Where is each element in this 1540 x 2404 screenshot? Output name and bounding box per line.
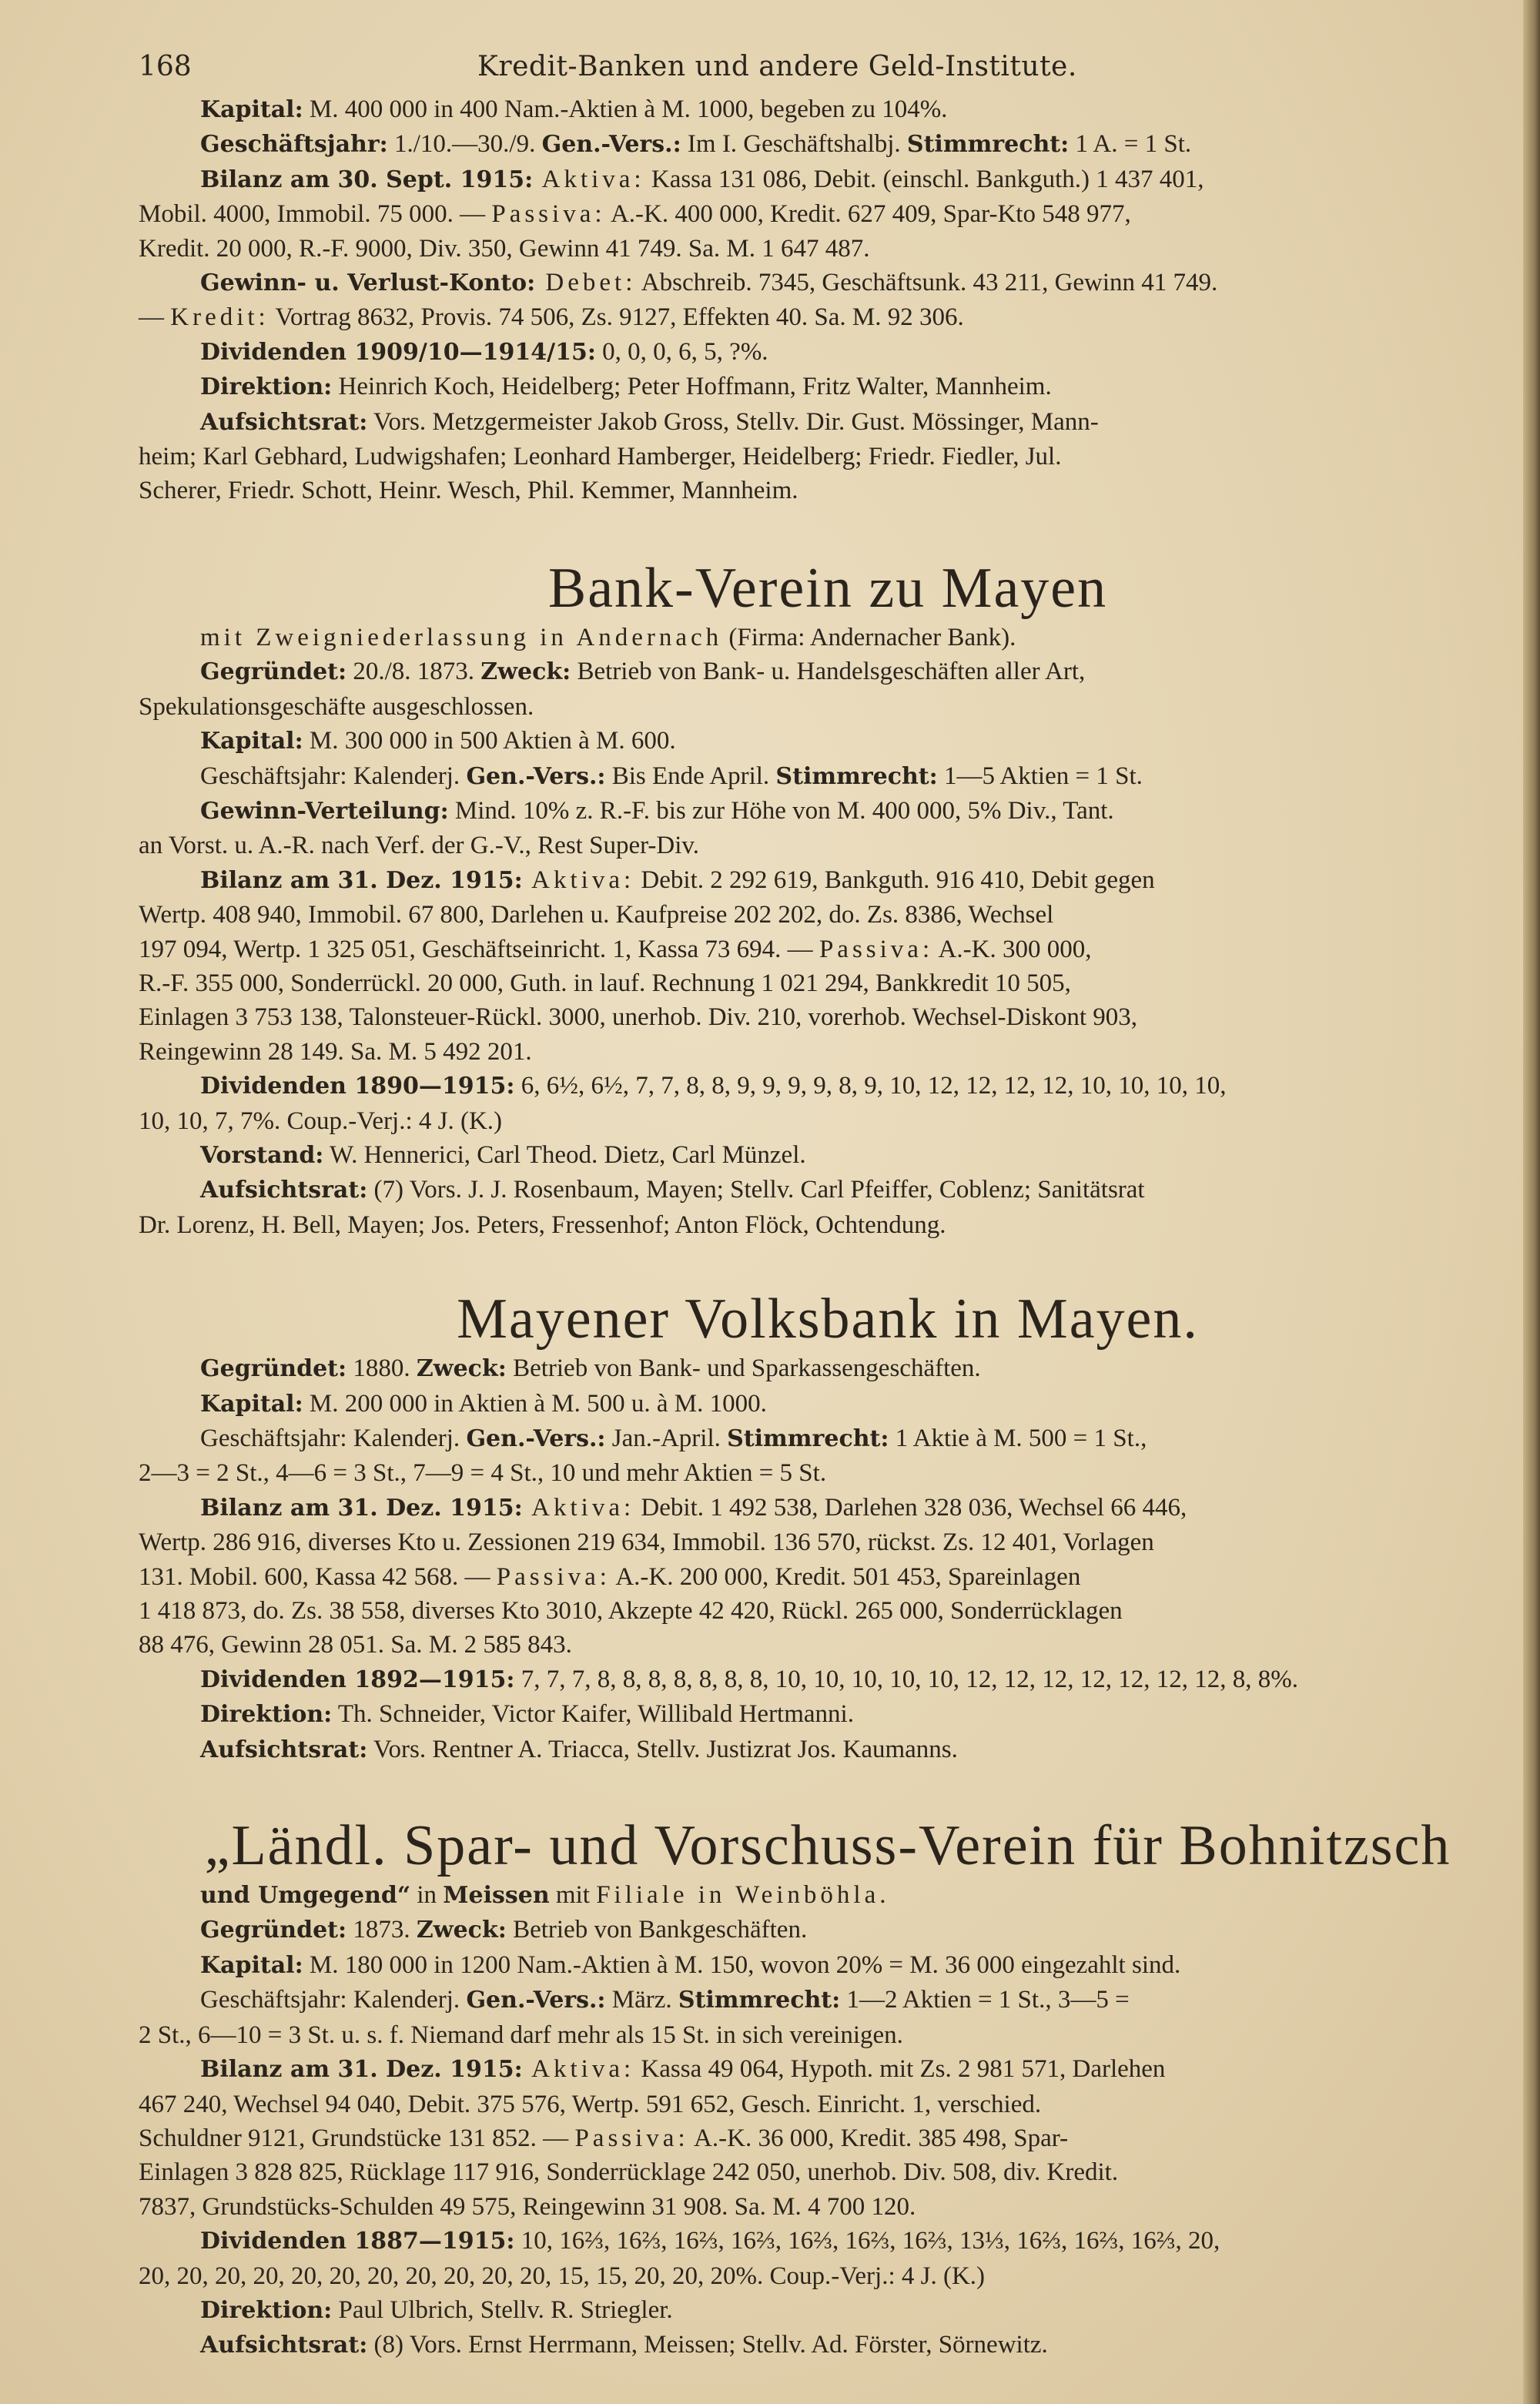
field-value: Jan.-April. xyxy=(605,1425,728,1452)
text-line xyxy=(139,370,1517,404)
spaced-label: Passiva: xyxy=(496,1562,611,1591)
field-value: 20, 20, 20, 20, 20, 20, 20, 20, 20, 20, 20, 15, 15, 20, 20, 20%. Coup.-Verj.: 4 J. (K.) xyxy=(139,2262,986,2290)
text-line xyxy=(139,655,1517,689)
text-line xyxy=(139,127,1517,162)
text-line xyxy=(139,1733,1517,1767)
text-line xyxy=(139,1697,1517,1732)
text-line xyxy=(139,2259,1517,2293)
text-line xyxy=(139,2293,1517,2328)
company-heading: Mayener Volksbank in Mayen. xyxy=(457,1287,1199,1351)
text-line xyxy=(139,829,1517,862)
text-line xyxy=(139,2018,1517,2052)
spaced-label: Aktiva: xyxy=(522,866,635,894)
field-label: Gegründet: xyxy=(200,658,347,686)
field-label: Bilanz am 31. Dez. 1915: xyxy=(200,2056,523,2084)
field-label: Dividenden 1909/10—1914/15: xyxy=(200,338,596,366)
spaced-text: mit Zweigniederlassung in Andernach xyxy=(200,623,723,651)
text-line xyxy=(139,1387,1517,1421)
field-value: 10, 10, 7, 7%. Coup.-Verj.: 4 J. (K.) xyxy=(139,1107,503,1135)
spaced-label: Aktiva: xyxy=(533,165,645,193)
field-value: 1880. xyxy=(346,1354,417,1383)
field-label: Gewinn-Verteilung: xyxy=(200,797,449,825)
text-line xyxy=(139,1351,1517,1386)
field-value: Geschäftsjahr: Kalenderj. xyxy=(200,1425,467,1452)
field-value: Vors. Metzgermeister Jakob Gross, Stellv. Dir. Gust. Mössinger, Mann- xyxy=(367,407,1099,436)
entry-0 xyxy=(139,92,1517,508)
entry-1 xyxy=(139,508,1517,1242)
field-value: (7) Vors. J. J. Rosenbaum, Mayen; Stellv. Carl Pfeiffer, Coblenz; Sanitätsrat xyxy=(367,1176,1145,1204)
spaced-label: Kredit: xyxy=(170,303,270,332)
field-label: Bilanz am 31. Dez. 1915: xyxy=(200,1494,523,1522)
text-line xyxy=(139,162,1517,197)
field-label: Stimmrecht: xyxy=(906,131,1070,159)
field-value: Dr. Lorenz, H. Bell, Mayen; Jos. Peters, Fressenhof; Anton Flöck, Ochtendung. xyxy=(139,1210,946,1239)
field-value: 1 A. = 1 St. xyxy=(1069,130,1192,159)
field-label: Gegründet: xyxy=(200,1917,347,1944)
field-label: Dividenden 1887—1915: xyxy=(200,2228,515,2255)
field-value: März. xyxy=(605,1986,678,2014)
field-value: Paul Ulbrich, Stellv. R. Striegler. xyxy=(332,2295,673,2324)
field-value: Bis Ende April. xyxy=(605,762,776,790)
company-heading: Bank-Verein zu Mayen xyxy=(547,556,1108,620)
field-label: Aufsichtsrat: xyxy=(200,1736,368,1763)
text-line xyxy=(139,1421,1517,1456)
field-value: Geschäftsjahr: Kalenderj. xyxy=(200,1986,467,2014)
field-label: Bilanz am 31. Dez. 1915: xyxy=(200,866,523,894)
field-value: Mind. 10% z. R.-F. bis zur Höhe von M. 400 000, 5% Div., Tant. xyxy=(448,796,1114,825)
field-value: Vortrag 8632, Provis. 74 506, Zs. 9127, Effekten 40. Sa. M. 92 306. xyxy=(269,303,964,332)
company-heading: „Ländl. Spar- und Vorschuss-Verein für Bohnitzsch xyxy=(204,1814,1451,1878)
field-value: 2 St., 6—10 = 3 St. u. s. f. Niemand darf mehr als 15 St. in sich vereinigen. xyxy=(139,2021,903,2049)
field-label: Stimmrecht: xyxy=(678,1987,841,2014)
field-label: Gen.-Vers.: xyxy=(466,762,606,790)
text-line xyxy=(139,1000,1517,1034)
field-value: A.-K. 300 000, xyxy=(933,935,1092,963)
text-line xyxy=(139,1069,1517,1103)
spaced-label: Passiva: xyxy=(574,2124,689,2152)
field-value: 1./10.—30./9. xyxy=(387,130,542,159)
field-value: Mobil. 4000, Immobil. 75 000. — xyxy=(139,200,492,229)
field-value: Debit. 2 292 619, Bankguth. 916 410, Debit gegen xyxy=(634,866,1155,894)
page-number: 168 xyxy=(139,51,192,82)
field-label: Bilanz am 30. Sept. 1915: xyxy=(200,166,534,193)
field-value: Einlagen 3 753 138, Talonsteuer-Rückl. 3000, unerhob. Div. 210, vorerhob. Wechsel-Diskont 903, xyxy=(139,1003,1138,1032)
field-value: Vors. Rentner A. Triacca, Stellv. Justizrat Jos. Kaumanns. xyxy=(367,1735,958,1763)
field-value: Betrieb von Bankgeschäften. xyxy=(506,1916,808,1944)
field-value: 7, 7, 7, 8, 8, 8, 8, 8, 8, 8, 10, 10, 10, 10, 10, 12, 12, 12, 12, 12, 12, 12, 8, 8%. xyxy=(514,1665,1299,1693)
field-label: Stimmrecht: xyxy=(727,1425,889,1452)
field-label: Stimmrecht: xyxy=(775,762,938,790)
field-label: Gewinn- u. Verlust-Konto: xyxy=(200,270,536,297)
field-label: Zweck: xyxy=(416,1355,507,1383)
field-value: Schuldner 9121, Grundstücke 131 852. — xyxy=(139,2124,575,2152)
field-value: A.-K. 400 000, Kredit. 627 409, Spar-Kto 548 977, xyxy=(605,200,1131,229)
field-label: Meissen xyxy=(443,1882,550,1910)
field-label: Gen.-Vers.: xyxy=(466,1425,606,1452)
field-value: Geschäftsjahr: Kalenderj. xyxy=(200,762,467,790)
text-line xyxy=(139,1560,1517,1594)
text-line xyxy=(139,440,1517,474)
field-value: Wertp. 408 940, Immobil. 67 800, Darlehen u. Kaufpreise 202 202, do. Zs. 8386, Wechsel xyxy=(139,901,1054,929)
field-value: 1—5 Aktien = 1 St. xyxy=(937,762,1143,790)
text-line xyxy=(139,2052,1517,2087)
field-value: 1873. xyxy=(346,1916,417,1944)
field-value: 6, 6½, 6½, 7, 7, 8, 8, 9, 9, 9, 9, 8, 9, 10, 12, 12, 12, 12, 10, 10, 10, 10, xyxy=(514,1072,1227,1100)
field-label: Zweck: xyxy=(416,1917,507,1944)
text-line xyxy=(139,1983,1517,2017)
field-label: Aufsichtsrat: xyxy=(200,1177,368,1204)
field-label: Direktion: xyxy=(200,2296,333,2324)
field-label: Zweck: xyxy=(480,658,571,686)
field-label: Kapital: xyxy=(200,1951,303,1979)
field-value: in xyxy=(410,1881,444,1910)
company-subheading xyxy=(139,1878,1517,1913)
field-value: Scherer, Friedr. Schott, Heinr. Wesch, Phil. Kemmer, Mannheim. xyxy=(139,477,798,505)
field-value: heim; Karl Gebhard, Ludwigshafen; Leonhard Hamberger, Heidelberg; Friedr. Fiedler, Jul. xyxy=(139,443,1062,471)
field-label: Aufsichtsrat: xyxy=(200,2332,368,2359)
field-value: M. 400 000 in 400 Nam.-Aktien à M. 1000, begeben zu 104%. xyxy=(303,95,948,123)
text-line xyxy=(139,474,1517,507)
spaced-label: Debet: xyxy=(535,269,637,297)
field-label: und Umgegend“ xyxy=(200,1882,411,1910)
text-line xyxy=(139,863,1517,898)
field-value: (8) Vors. Ernst Herrmann, Meissen; Stellv. Ad. Förster, Sörnewitz. xyxy=(367,2331,1048,2359)
spaced-label: Aktiva: xyxy=(522,1493,635,1522)
field-value: Kassa 49 064, Hypoth. mit Zs. 2 981 571, Darlehen xyxy=(634,2055,1166,2084)
field-value: R.-F. 355 000, Sonderrückl. 20 000, Guth. in lauf. Rechnung 1 021 294, Bankkredit 10 505, xyxy=(139,969,1071,997)
entry-2 xyxy=(139,1242,1517,1767)
field-value: 467 240, Wechsel 94 040, Debit. 375 576, Wertp. 591 652, Gesch. Einricht. 1, verschied. xyxy=(139,2090,1042,2118)
field-value: Debit. 1 492 538, Darlehen 328 036, Wechsel 66 446, xyxy=(634,1493,1187,1522)
field-value: M. 300 000 in 500 Aktien à M. 600. xyxy=(303,727,676,755)
text-line xyxy=(139,759,1517,794)
text-line xyxy=(139,232,1517,266)
text-line xyxy=(139,1662,1517,1697)
field-value: M. 180 000 in 1200 Nam.-Aktien à M. 150, wovon 20% = M. 36 000 eingezahlt sind. xyxy=(303,1950,1181,1979)
spaced-label: Aktiva: xyxy=(522,2055,635,2084)
text-line xyxy=(139,1948,1517,1983)
field-label: Gen.-Vers.: xyxy=(541,131,681,159)
field-value: 1 Aktie à M. 500 = 1 St., xyxy=(889,1425,1147,1452)
field-value: A.-K. 200 000, Kredit. 501 453, Spareinlagen xyxy=(610,1562,1081,1591)
field-label: Dividenden 1890—1915: xyxy=(200,1073,515,1100)
field-value: 20./8. 1873. xyxy=(346,658,481,686)
field-value: Betrieb von Bank- und Sparkassengeschäften. xyxy=(506,1354,981,1383)
field-label: Kapital: xyxy=(200,96,303,123)
field-value: Heinrich Koch, Heidelberg; Peter Hoffmann, Fritz Walter, Mannheim. xyxy=(332,373,1052,401)
field-value: Th. Schneider, Victor Kaifer, Willibald Hertmanni. xyxy=(332,1700,854,1729)
field-value: 2—3 = 2 St., 4—6 = 3 St., 7—9 = 4 St., 10 und mehr Aktien = 5 St. xyxy=(139,1459,827,1488)
field-value: Spekulationsgeschäfte ausgeschlossen. xyxy=(139,692,534,721)
field-value: 10, 16⅔, 16⅔, 16⅔, 16⅔, 16⅔, 16⅔, 16⅔, 13⅓, 16⅔, 16⅔, 16⅔, 20, xyxy=(514,2227,1220,2255)
text-line xyxy=(139,1491,1517,1525)
field-value: W. Hennerici, Carl Theod. Dietz, Carl Münzel. xyxy=(323,1140,806,1169)
text-line xyxy=(139,1628,1517,1662)
text-line xyxy=(139,1104,1517,1138)
running-head xyxy=(139,46,1517,92)
entry-3 xyxy=(139,1767,1517,2363)
field-value: 1—2 Aktien = 1 St., 3—5 = xyxy=(840,1986,1130,2014)
running-title: Kredit-Banken und andere Geld-Institute. xyxy=(477,51,1077,82)
field-value: 131. Mobil. 600, Kassa 42 568. — xyxy=(139,1562,497,1591)
spaced-label: Passiva: xyxy=(819,935,934,963)
field-label: Gegründet: xyxy=(200,1355,347,1383)
page-content xyxy=(139,46,1517,2363)
text-line xyxy=(139,1173,1517,1207)
field-value: Im I. Geschäftshalbj. xyxy=(681,130,907,159)
field-value: — xyxy=(139,303,171,332)
text-line xyxy=(139,1138,1517,1173)
field-value: Kredit. 20 000, R.-F. 9000, Div. 350, Gewinn 41 749. Sa. M. 1 647 487. xyxy=(139,234,870,263)
spaced-label: Passiva: xyxy=(491,200,606,229)
field-value: 197 094, Wertp. 1 325 051, Geschäftseinricht. 1, Kassa 73 694. — xyxy=(139,935,819,963)
field-label: Direktion: xyxy=(200,1701,333,1729)
field-value: 1 418 873, do. Zs. 38 558, diverses Kto 3010, Akzepte 42 420, Rückl. 265 000, Sonderrücklagen xyxy=(139,1597,1123,1626)
field-value: Einlagen 3 828 825, Rücklage 117 916, Sonderrücklage 242 050, unerhob. Div. 508, div. Kredit. xyxy=(139,2158,1119,2187)
field-label: Direktion: xyxy=(200,373,333,401)
text-line xyxy=(139,2088,1517,2121)
text-line xyxy=(139,2121,1517,2155)
field-value: 0, 0, 0, 6, 5, ?%. xyxy=(595,337,768,366)
field-value: 88 476, Gewinn 28 051. Sa. M. 2 585 843. xyxy=(139,1631,572,1659)
spaced-text: Filiale in Weinböhla. xyxy=(596,1881,890,1910)
field-value: mit xyxy=(549,1881,597,1910)
company-subheading xyxy=(139,621,1517,655)
page-edge-shadow xyxy=(1523,0,1540,2404)
field-value: (Firma: Andernacher Bank). xyxy=(722,623,1016,651)
text-line xyxy=(139,2328,1517,2362)
text-line xyxy=(139,2224,1517,2258)
text-line xyxy=(139,1913,1517,1947)
text-line xyxy=(139,1525,1517,1559)
text-line xyxy=(139,724,1517,758)
text-line xyxy=(139,197,1517,231)
text-line xyxy=(139,1035,1517,1069)
field-label: Kapital: xyxy=(200,728,303,755)
text-line xyxy=(139,1208,1517,1242)
text-line xyxy=(139,335,1517,370)
field-label: Vorstand: xyxy=(200,1141,324,1169)
field-value: Wertp. 286 916, diverses Kto u. Zessionen 219 634, Immobil. 136 570, rückst. Zs. 12 401, Vorlagen xyxy=(139,1528,1154,1557)
text-line xyxy=(139,2155,1517,2189)
field-value: Betrieb von Bank- u. Handelsgeschäften aller Art, xyxy=(571,658,1086,686)
text-line xyxy=(139,1456,1517,1490)
text-line xyxy=(139,300,1517,334)
field-label: Aufsichtsrat: xyxy=(200,408,368,436)
field-value: Kassa 131 086, Debit. (einschl. Bankguth.) 1 437 401, xyxy=(644,165,1204,193)
field-label: Dividenden 1892—1915: xyxy=(200,1666,515,1693)
field-value: Reingewinn 28 149. Sa. M. 5 492 201. xyxy=(139,1037,532,1066)
field-label: Geschäftsjahr: xyxy=(200,131,388,159)
text-line xyxy=(139,966,1517,1000)
text-line xyxy=(139,898,1517,932)
text-line xyxy=(139,92,1517,127)
text-line xyxy=(139,932,1517,966)
field-value: an Vorst. u. A.-R. nach Verf. der G.-V., Rest Super-Div. xyxy=(139,832,700,860)
document-body xyxy=(139,92,1517,2363)
field-value: A.-K. 36 000, Kredit. 385 498, Spar- xyxy=(688,2124,1069,2152)
text-line xyxy=(139,2190,1517,2224)
text-line xyxy=(139,405,1517,440)
text-line xyxy=(139,1594,1517,1628)
field-value: Abschreib. 7345, Geschäftsunk. 43 211, Gewinn 41 749. xyxy=(636,269,1218,297)
field-label: Gen.-Vers.: xyxy=(466,1987,606,2014)
field-label: Kapital: xyxy=(200,1390,303,1418)
field-value: M. 200 000 in Aktien à M. 500 u. à M. 1000. xyxy=(303,1389,767,1418)
text-line xyxy=(139,794,1517,829)
text-line xyxy=(139,266,1517,300)
field-value: 7837, Grundstücks-Schulden 49 575, Reingewinn 31 908. Sa. M. 4 700 120. xyxy=(139,2192,916,2221)
text-line xyxy=(139,690,1517,724)
